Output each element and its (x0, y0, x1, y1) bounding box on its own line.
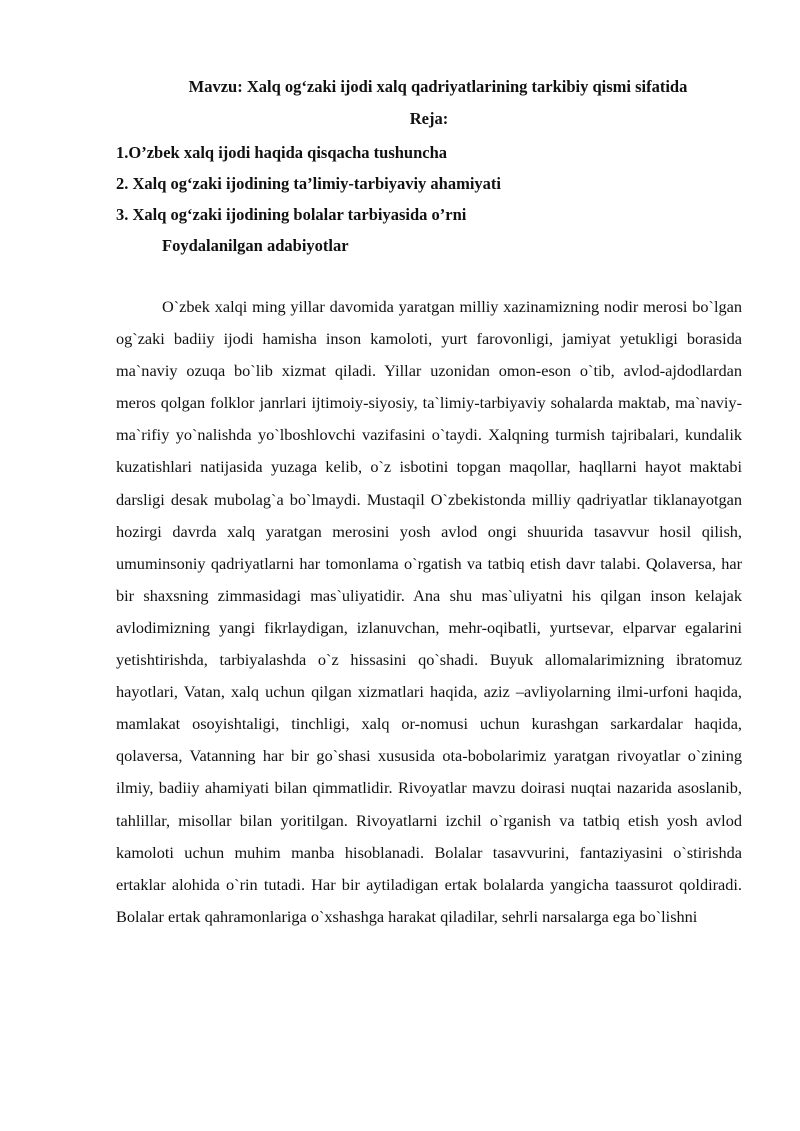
body-paragraph (116, 291, 742, 933)
plan-list (116, 137, 742, 261)
plan-heading: Reja: (409, 109, 449, 128)
plan-item-3: 3. Xalq og‘zaki ijodining bolalar tarbiyasida o’rni (116, 205, 467, 224)
body-text: O`zbek xalqi ming yillar davomida yaratgan milliy xazinamizning nodir merosi bo`lgan og`zaki badiiy ijodi hamisha inson kamoloti, yurt farovonligi, jamiyat yetukligi borasida ma`naviy ozuqa bo`lib xizmat qiladi. Yillar uzonidan omon-eson o`tib, avlod-ajdodlardan meros qolgan folklor janrlari ijtimoiy-siyosiy, ta`limiy-tarbiyaviy sohalarda maktab, ma`naviy-ma`rifiy yo`nalishda yo`lboshlovchi vazifasini o`taydi. Xalqning turmish tajribalari, kundalik kuzatishlari natijasida yuzaga kelib, o`z isbotini topgan maqollar, haqllarni hayot maktabi darsligi desak mubolag`a bo`lmaydi. Mustaqil O`zbekistonda milliy qadriyatlar tiklanayotgan hozirgi davrda xalq yaratgan merosini yosh avlod ongi shuurida tasavvur hosil qilish, umuminsoniy qadriyatlarni har tomonlama o`rgatish va tatbiq etish davr talabi. Qolaversa, har bir shaxsning zimmasidagi mas`uliyatidir. Ana shu mas`uliyatni his qilgan inson kelajak avlodimizning yangi fikrlaydigan, izlanuvchan, mehr-oqibatli, yurtsevar, elparvar egalarini yetishtirishda, tarbiyalashda o`z hissasini qo`shadi. Buyuk allomalarimizning ibratomuz hayotlari, Vatan, xalq uchun qilgan xizmatlari haqida, aziz –avliyolarning ilmi-urfoni haqida, mamlakat osoyishtaligi, tinchligi, xalq or-nomusi uchun kurashgan sarkardalar haqida, qolaversa, Vatanning har bir go`shasi xususida ota-bobolarimiz yaratgan rivoyatlar o`zining ilmiy, badiiy ahamiyati bilan qimmatlidir. Rivoyatlar mavzu doirasi nuqtai nazarida asoslanib, tahlillar, misollar bilan yoritilgan. Rivoyatlarni izchil o`rganish va tatbiq etish yosh avlod kamoloti uchun muhim manba hisoblanadi. Bolalar tasavvurini, fantaziyasini o`stirishda ertaklar alohida o`rin tutadi. Har bir aytiladigan ertak bolalarda yangicha taassurot qoldiradi. Bolalar ertak qahramonlariga o`xshashga harakat qiladilar, sehrli narsalarga ega bo`lishni (116, 297, 742, 926)
plan-item-2: 2. Xalq og‘zaki ijodining ta’limiy-tarbiyaviy ahamiyati (116, 174, 502, 193)
plan-item-references: Foydalanilgan adabiyotlar (162, 236, 349, 255)
document-page (116, 74, 742, 933)
document-title: Mavzu: Xalq og‘zaki ijodi xalq qadriyatlarining tarkibiy qismi sifatida (188, 77, 688, 96)
plan-item-1: 1.O’zbek xalq ijodi haqida qisqacha tushuncha (116, 143, 448, 162)
